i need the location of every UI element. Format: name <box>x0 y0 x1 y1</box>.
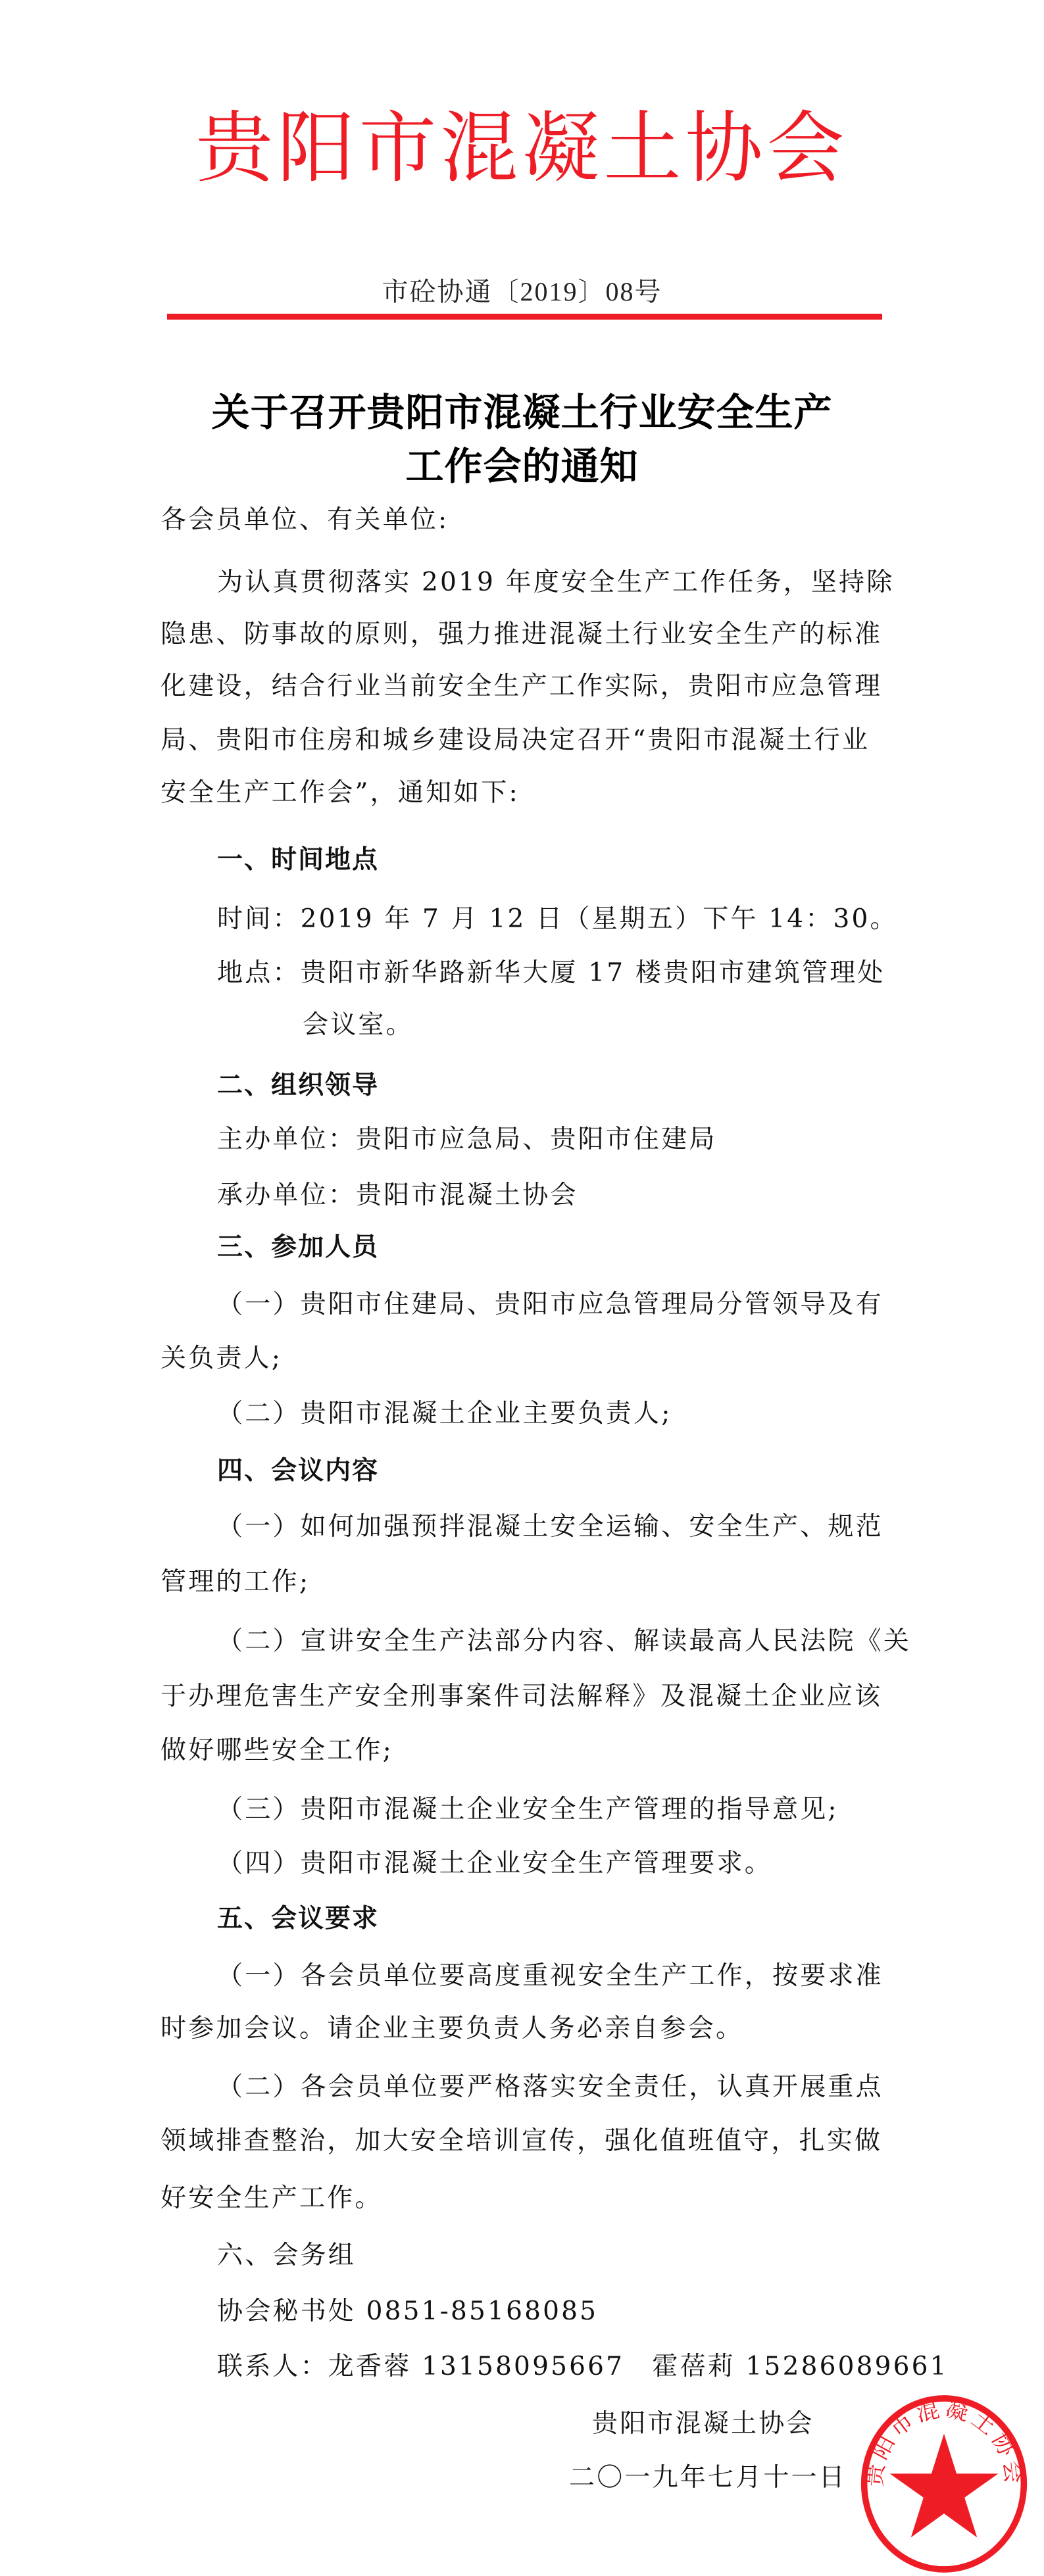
body-line: 时间：2019 年 7 月 12 日（星期五）下午 14：30。 <box>217 904 898 934</box>
body-line: 于办理危害生产安全刑事案件司法解释》及混凝土企业应该 <box>161 1682 883 1711</box>
section-heading: 五、会议要求 <box>217 1904 380 1933</box>
official-seal-icon <box>858 2394 1030 2573</box>
body-line: 化建设，结合行业当前安全生产工作实际，贵阳市应急管理 <box>161 671 883 701</box>
body-line: （二）各会员单位要严格落实安全责任，认真开展重点 <box>217 2072 883 2102</box>
section-heading: 一、时间地点 <box>217 845 380 875</box>
notice-title-line-1: 关于召开贵阳市混凝土行业安全生产 <box>211 390 833 435</box>
seal-star <box>890 2434 999 2538</box>
body-line: 安全生产工作会”，通知如下: <box>161 778 520 808</box>
section-heading: 四、会议内容 <box>217 1456 380 1486</box>
section-heading: 三、参加人员 <box>217 1232 380 1262</box>
body-line: 联系人：龙香蓉 13158095667 霍蓓莉 15286089661 <box>217 2352 949 2381</box>
body-line: 为认真贯彻落实 2019 年度安全生产工作任务，坚持除 <box>217 568 895 597</box>
body-line: （一）各会员单位要高度重视安全生产工作，按要求准 <box>217 1961 883 1991</box>
body-line: 地点：贵阳市新华路新华大厦 17 楼贵阳市建筑管理处 <box>217 958 885 988</box>
body-line: 局、贵阳市住房和城乡建设局决定召开“贵阳市混凝土行业 <box>161 725 870 755</box>
body-line: 协会秘书处 0851-85168085 <box>217 2297 599 2326</box>
body-line: （一）如何加强预拌混凝土安全运输、安全生产、规范 <box>217 1512 883 1542</box>
body-line: （一）贵阳市住建局、贵阳市应急管理局分管领导及有 <box>217 1290 883 1319</box>
body-line: 六、会务组 <box>217 2241 357 2270</box>
body-line: 主办单位：贵阳市应急局、贵阳市住建局 <box>217 1125 717 1154</box>
body-line: 二〇一九年七月十一日 <box>569 2463 847 2492</box>
section-heading: 二、组织领导 <box>217 1071 380 1100</box>
body-line: 管理的工作; <box>161 1567 311 1597</box>
seal-text: 贵阳市混凝土协会 <box>861 2396 1027 2489</box>
body-line: 关负责人; <box>161 1344 283 1373</box>
body-line: 领域排查整治，加大安全培训宣传，强化值班值守，扎实做 <box>161 2126 883 2156</box>
body-line: 隐患、防事故的原则，强力推进混凝土行业安全生产的标准 <box>161 620 883 649</box>
body-line: （二）宣讲安全生产法部分内容、解读最高人民法院《关 <box>217 1626 912 1656</box>
body-line: （三）贵阳市混凝土企业安全生产管理的指导意见; <box>217 1795 839 1824</box>
notice-title-line-2: 工作会的通知 <box>405 444 639 489</box>
body-line: （二）贵阳市混凝土企业主要负责人; <box>217 1399 672 1428</box>
red-divider <box>167 314 882 320</box>
body-line: 时参加会议。请企业主要负责人务必亲自参会。 <box>161 2014 744 2043</box>
body-line: 各会员单位、有关单位: <box>161 505 449 535</box>
body-line: 好安全生产工作。 <box>161 2183 383 2213</box>
body-line: 贵阳市混凝土协会 <box>592 2409 814 2439</box>
body-line: 做好哪些安全工作; <box>161 1736 393 1765</box>
body-line: 承办单位：贵阳市混凝土协会 <box>217 1180 578 1210</box>
issuing-organization-title: 贵阳市混凝土协会 <box>195 103 849 193</box>
body-line: （四）贵阳市混凝土企业安全生产管理要求。 <box>217 1849 773 1878</box>
body-line: 会议室。 <box>303 1010 414 1040</box>
document-number: 市砼协通〔2019〕08号 <box>382 277 662 306</box>
